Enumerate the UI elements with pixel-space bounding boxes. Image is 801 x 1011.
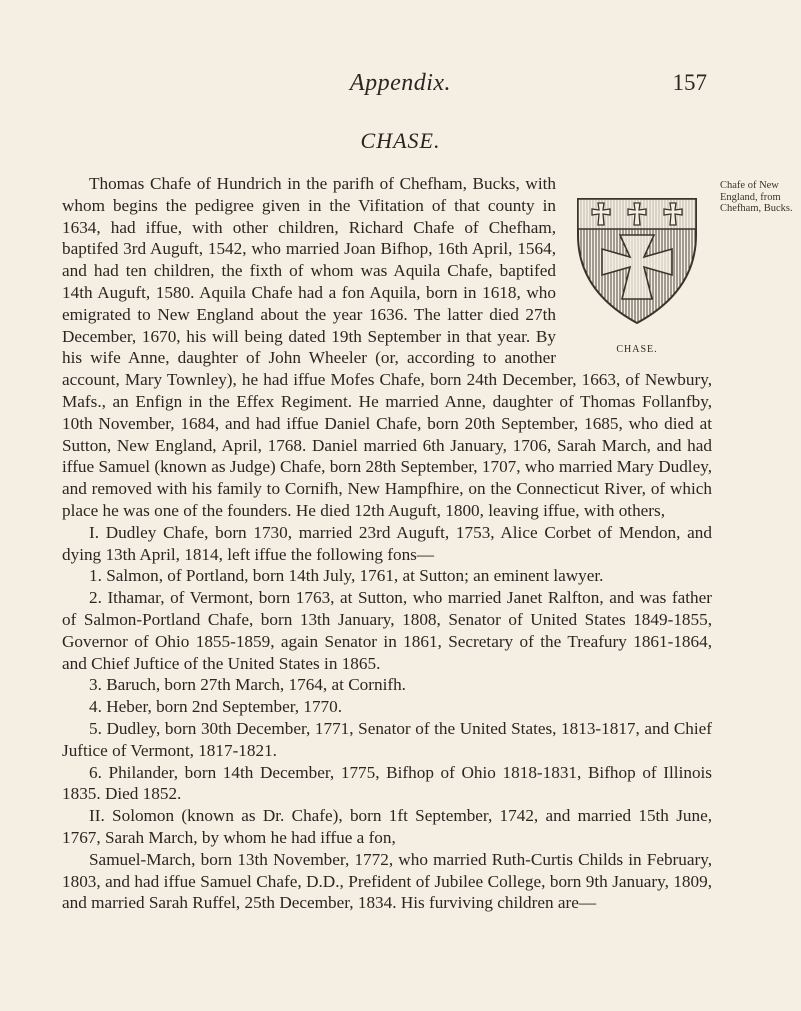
page-header bbox=[0, 66, 801, 106]
paragraph: 1. Salmon, of Portland, born 14th July, 1761, at Sutton; an eminent lawyer. bbox=[89, 566, 604, 586]
paragraph: 6. Philander, born 14th December, 1775, Bifhop of Ohio 1818-1831, Bifhop of Illinois 1835. Died 1852. bbox=[62, 762, 712, 804]
paragraph: Samuel-March, born 13th November, 1772, who married Ruth-Curtis Childs in February, 1803, and had iffue Samuel Chafe, D.D., Prefident of Jubilee College, born 9th January, 1809, and married Sarah Ruffel, 25th December, 1834. His furviving children are— bbox=[62, 849, 712, 913]
paragraph: 2. Ithamar, of Vermont, born 1763, at Sutton, who married Janet Ralfton, and was father of Salmon-Portland Chafe, born 13th January, 1808, Senator of United States 1849-1855, Governor of Ohio 1855-1859, again Senator in 1861, Secretary of the Treafury 1861-1864, and Chief Juftice of the United States in 1865. bbox=[62, 588, 712, 673]
body-text bbox=[62, 173, 712, 914]
paragraph: 5. Dudley, born 30th December, 1771, Senator of the United States, 1813-1817, and Chief Juftice of Vermont, 1817-1821. bbox=[62, 718, 712, 760]
coat-of-arms-label: CHASE. bbox=[616, 344, 658, 355]
paragraph bbox=[62, 173, 712, 522]
paragraph: 3. Baruch, born 27th March, 1764, at Cornifh. bbox=[89, 675, 406, 695]
paragraph: I. Dudley Chafe, born 1730, married 23rd Auguft, 1753, Alice Corbet of Mendon, and dying 13th April, 1814, left iffue the following fons— bbox=[62, 522, 712, 564]
margin-note: Chafe of New England, from Chefham, Bucks. bbox=[720, 180, 793, 214]
coat-of-arms-figure bbox=[562, 173, 712, 363]
section-title: CHASE. bbox=[360, 128, 441, 153]
paragraph: 4. Heber, born 2nd September, 1770. bbox=[89, 697, 343, 717]
coat-of-arms-icon bbox=[574, 195, 700, 327]
page-number: 157 bbox=[672, 70, 707, 95]
running-title: Appendix. bbox=[349, 70, 452, 96]
paragraph-text: Thomas Chafe of Hundrich in the parifh of Chefham, Bucks, with whom begins the pedigree given in the Vifitation of that county in 1634, had iffue, with other children, Richard Chafe of Chefham, baptifed 3rd Auguft, 1542, who married Joan Bifhop, 16th April, 1564, and had ten children, the fixth of whom was Aquila Chafe, baptifed 14th Auguft, 1580. Aquila Chafe had a fon Aquila, born in 1618, who emigrated to New England about the year 1636. The latter died 27th December, 1670, his will being dated 19th September in that year. By his wife Anne, daughter of John Wheeler (or, according to another account, Mary Townley), he had iffue Mofes Chafe, born 24th December, 1663, of Newbury, Mafs., an Enfign in the Effex Regiment. He married Anne, daughter of Thomas Follanfby, 10th November, 1684, and had iffue Daniel Chafe, born 20th September, 1685, who died at Sutton, New England, April, 1768. Daniel married 6th January, 1706, Sarah March, and had iffue Samuel (known as Judge) Chafe, born 28th September, 1707, who married Mary Dudley, and removed with his family to Cornifh, New Hampfhire, on the Connecticut River, of which place he was one of the founders. He died 12th Auguft, 1800, leaving iffue, with others, bbox=[62, 174, 712, 520]
paragraph: II. Solomon (known as Dr. Chafe), born 1ft September, 1742, and married 15th June, 1767, Sarah March, by whom he had iffue a fon, bbox=[62, 806, 712, 847]
